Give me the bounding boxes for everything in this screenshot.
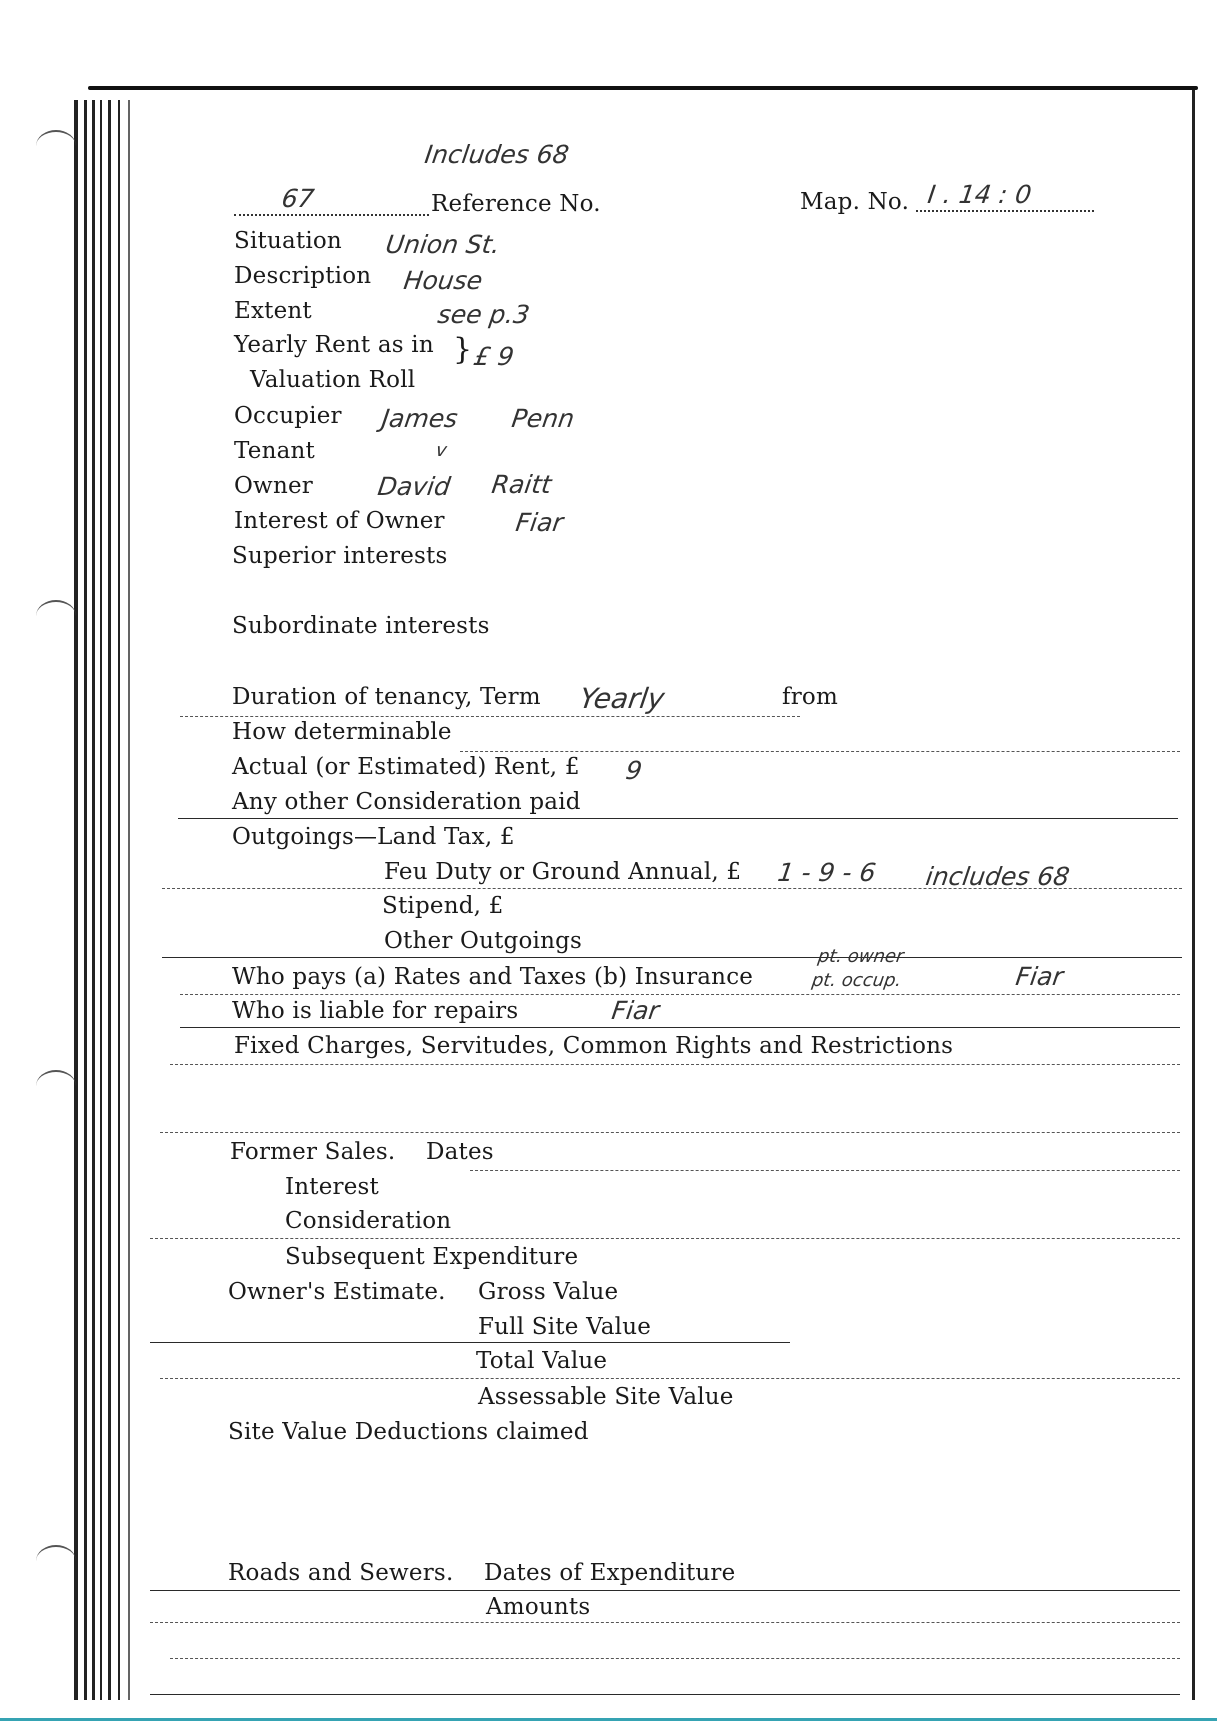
punch-hole (36, 130, 76, 162)
fixed-charges-label: Fixed Charges, Servitudes, Common Rights and Restrictions (234, 1033, 954, 1059)
rule (470, 1170, 1180, 1171)
binding-edge (72, 100, 162, 1700)
reference-no-value: 67 (279, 184, 316, 213)
valuation-roll-label: Valuation Roll (250, 367, 416, 393)
tenant-label: Tenant (234, 438, 315, 464)
rule (170, 1064, 1180, 1065)
interest-value: Fiar (513, 508, 565, 537)
interest-sub-label: Interest (285, 1174, 380, 1200)
rule (160, 1378, 1180, 1379)
subsequent-label: Subsequent Expenditure (285, 1244, 579, 1270)
rule (178, 818, 1178, 819)
yearly-rent-value: £ 9 (471, 342, 516, 371)
page-top-border (88, 86, 1198, 90)
roads-label: Roads and Sewers. (228, 1560, 454, 1586)
dates-label: Dates (426, 1139, 494, 1165)
owner-last: Raitt (489, 470, 554, 499)
assessable-label: Assessable Site Value (478, 1384, 734, 1410)
rule (150, 1342, 790, 1343)
bottom-edge-line (0, 1718, 1217, 1721)
rule (162, 957, 1182, 958)
feu-note: includes 68 (923, 862, 1072, 891)
situation-label: Situation (234, 228, 342, 254)
brace-top-icon: } (453, 332, 473, 367)
map-no-label: Map. No. (800, 189, 910, 215)
other-consideration-label: Any other Consideration paid (232, 789, 581, 815)
term-value: Yearly (577, 682, 667, 715)
other-outgoings-label: Other Outgoings (384, 928, 583, 954)
description-value: House (401, 266, 485, 295)
rule (180, 994, 1180, 995)
rule (180, 1027, 1180, 1028)
rule (170, 1658, 1180, 1659)
feu-value: 1 - 9 - 6 (775, 858, 878, 887)
extent-label: Extent (234, 298, 312, 324)
rule (150, 1238, 1180, 1239)
former-sales-label: Former Sales. (230, 1139, 396, 1165)
amounts-label: Amounts (486, 1594, 591, 1620)
duration-label: Duration of tenancy, Term (232, 684, 541, 710)
reference-dotted-line (234, 214, 429, 216)
total-value-label: Total Value (476, 1348, 608, 1374)
determinable-label: How determinable (232, 719, 452, 745)
map-dotted-line (916, 210, 1094, 212)
owner-label: Owner (234, 473, 313, 499)
insurance-value: Fiar (1013, 962, 1065, 991)
punch-hole (36, 600, 76, 632)
rule (150, 1694, 1180, 1695)
deductions-label: Site Value Deductions claimed (228, 1419, 589, 1445)
rule (180, 716, 800, 717)
occupier-first: James (379, 404, 460, 433)
page-right-border (1192, 90, 1195, 1700)
consideration-label: Consideration (285, 1208, 452, 1234)
owners-estimate-label: Owner's Estimate. (228, 1279, 446, 1305)
owner-first: David (375, 472, 453, 501)
reference-no-label: Reference No. (431, 191, 601, 217)
rule (150, 1590, 1180, 1591)
occupier-label: Occupier (234, 403, 342, 429)
header-note: Includes 68 (422, 140, 571, 169)
dates-expenditure-label: Dates of Expenditure (484, 1560, 736, 1586)
tenant-value: v (434, 440, 449, 461)
description-label: Description (234, 263, 372, 289)
actual-rent-label: Actual (or Estimated) Rent, £ (232, 754, 580, 780)
gross-value-label: Gross Value (478, 1279, 619, 1305)
from-label: from (782, 684, 838, 710)
who-pays-label: Who pays (a) Rates and Taxes (b) Insurance (232, 964, 754, 990)
outgoings-label: Outgoings—Land Tax, £ (232, 824, 515, 850)
actual-rent-value: 9 (623, 756, 644, 785)
extent-value: see p.3 (435, 300, 532, 329)
subordinate-label: Subordinate interests (232, 613, 490, 639)
repairs-value: Fiar (609, 996, 661, 1025)
repairs-label: Who is liable for repairs (232, 998, 519, 1024)
interest-label: Interest of Owner (234, 508, 445, 534)
occupier-last: Penn (509, 404, 577, 433)
rule (150, 1622, 1180, 1623)
full-site-label: Full Site Value (478, 1314, 652, 1340)
superior-label: Superior interests (232, 543, 448, 569)
punch-hole (36, 1070, 76, 1102)
rule (162, 888, 1182, 889)
rule (460, 751, 1180, 752)
rates-payer-2: pt. occup. (810, 970, 903, 991)
rule (160, 1132, 1180, 1133)
feu-label: Feu Duty or Ground Annual, £ (384, 859, 742, 885)
rates-payer-1: pt. owner (816, 946, 906, 967)
punch-hole (36, 1545, 76, 1577)
situation-value: Union St. (383, 230, 502, 259)
map-no-value: I . 14 : 0 (925, 180, 1034, 209)
yearly-rent-label: Yearly Rent as in (234, 332, 434, 358)
stipend-label: Stipend, £ (382, 893, 504, 919)
